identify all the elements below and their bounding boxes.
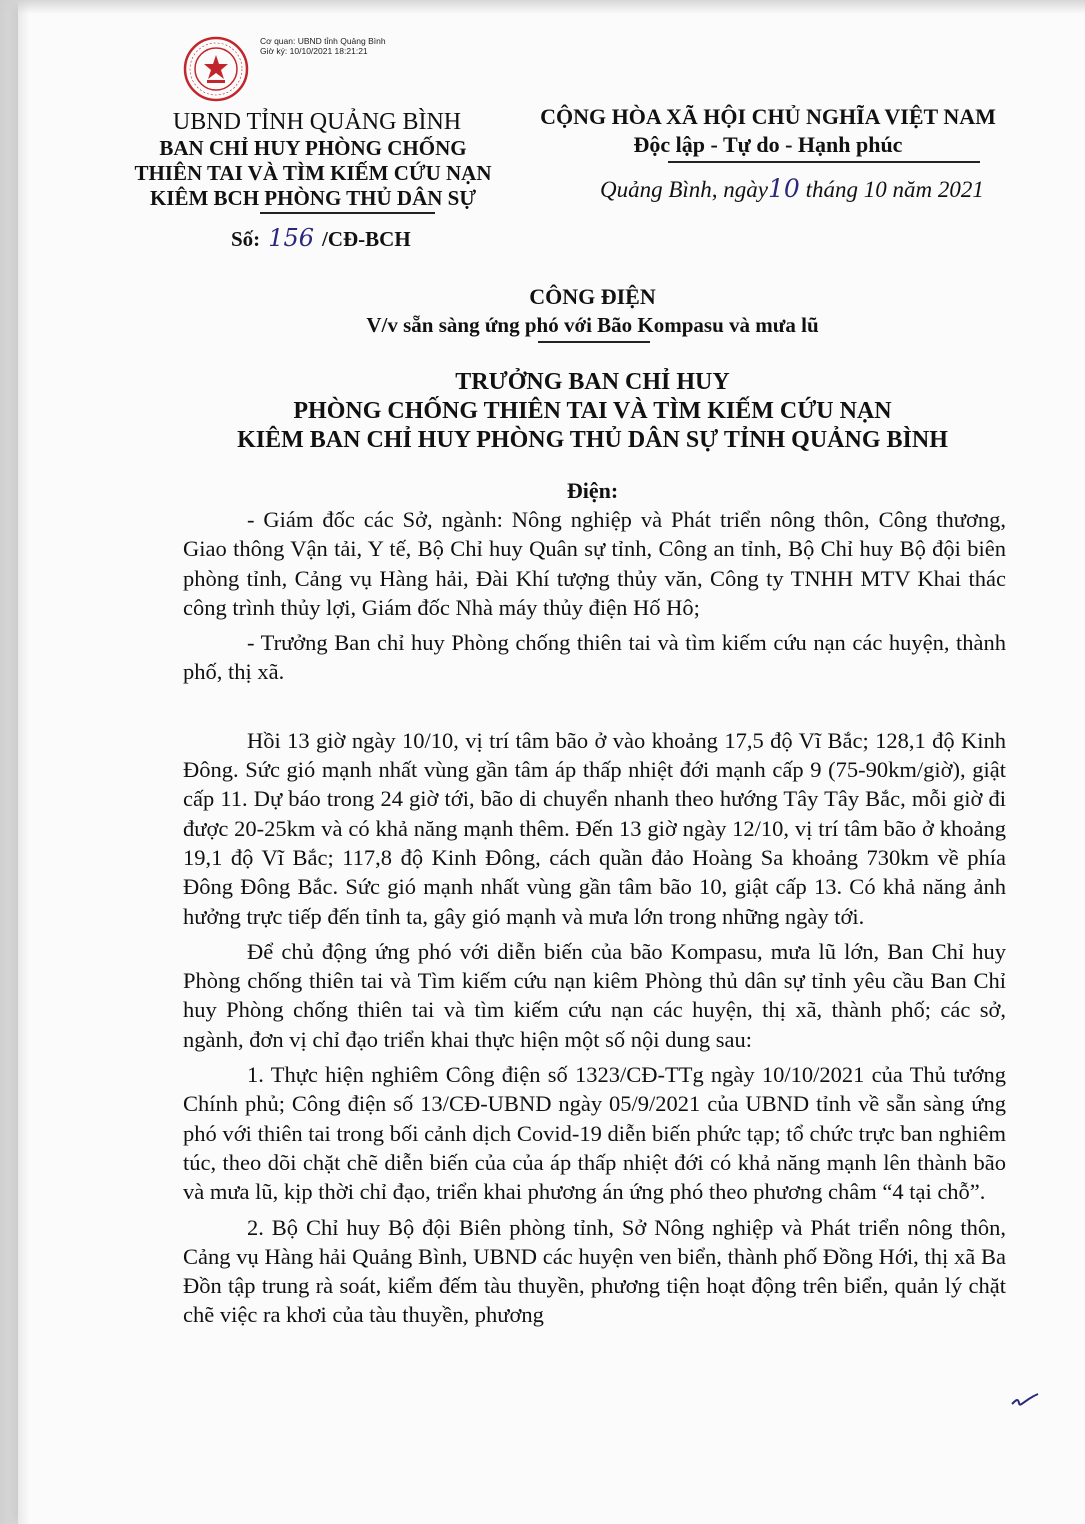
org-name-line-2: THIÊN TAI VÀ TÌM KIẾM CỨU NẠN [134,161,492,185]
recipient-2: - Trưởng Ban chỉ huy Phòng chống thiên tai và tìm kiếm cứu nạn các huyện, thành phố, thị xã. [183,630,1006,685]
sender-line-2: PHÒNG CHỐNG THIÊN TAI VÀ TÌM KIẾM CỨU NẠN [293,398,892,424]
date-prefix: Quảng Bình, ngày [600,177,769,202]
sender-line-1: TRƯỞNG BAN CHỈ HUY [455,369,730,395]
doc-no-handwritten: 156 [268,224,314,252]
directive-item-1: 1. Thực hiện nghiêm Công điện số 1323/CĐ-TTg ngày 10/10/2021 của Thủ tướng Chính phủ; Công điện số 13/CĐ-UBND ngày 05/9/2021 của UBND tỉnh về sẵn sàng ứng phó với thiên tai trong bối cảnh dịch Covid-19 diễn biến phức tạp; tổ chức trực ban nghiêm túc, theo dõi chặt chẽ diễn biến của của áp thấp nhiệt đới có khả năng mạnh lên thành bão và mưa lũ, kịp thời chỉ đạo, triển khai phương án ứng phó theo phương châm “4 tại chỗ”. [183,1062,1006,1205]
initial-mark-icon [1010,1390,1040,1410]
national-motto: Độc lập - Tự do - Hạnh phúc [633,132,903,157]
document-type: CÔNG ĐIỆN [529,284,656,309]
directive-item-2: 2. Bộ Chỉ huy Bộ đội Biên phòng tỉnh, Sở Nông nghiệp và Phát triển nông thôn, Cảng vụ Hàng hải Quảng Bình, UBND các huyện ven biển, thành phố Đồng Hới, thị xã Ba Đồn tập trung rà soát, kiểm đếm tàu thuyền, phương tiện hoạt động trên biển, quản lý chặt chẽ việc ra khơi của tàu thuyền, phương [183,1214,1006,1328]
document-subject: V/v sẵn sàng ứng phó với Bão Kompasu và mưa lũ [366,313,819,337]
doc-no-label: Số: [231,227,261,251]
national-heading [520,103,1085,163]
recipients-label: Điện: [566,478,619,503]
org-divider [260,212,435,214]
signature-agency: Cơ quan: UBND tỉnh Quảng Bình [260,36,386,46]
nation-title: CỘNG HÒA XÃ HỘI CHỦ NGHĨA VIỆT NAM [540,104,996,129]
situation-paragraph: Hồi 13 giờ ngày 10/10, vị trí tâm bão ở vào khoảng 17,5 độ Vĩ Bắc; 128,1 độ Kinh Đông. Sức gió mạnh nhất vùng gần tâm áp thấp nhiệt đới mạnh cấp 9 (75-90km/giờ), giật cấp 11. Dự báo trong 24 giờ tới, bão di chuyển nhanh theo hướng Tây Tây Bắc, mỗi giờ đi được 20-25km và có khả năng mạnh thêm. Đến 13 giờ ngày 12/10, vị trí tâm bão ở khoảng 19,1 độ Vĩ Bắc; 117,8 độ Kinh Đông, cách quần đảo Hoàng Sa khoảng 730km về phía Đông Đông Bắc. Sức gió mạnh nhất vùng gần tâm bão 10, giật cấp 13. Có khả năng ảnh hưởng trực tiếp đến tỉnh ta, gây gió mạnh và mưa lớn trong những ngày tới. [183,727,1006,929]
date-day-handwritten: 10 [768,174,800,203]
scan-shadow-top [0,0,1085,14]
official-seal-icon [183,36,249,102]
signature-time: Giờ ký: 10/10/2021 18:21:21 [260,46,368,56]
request-paragraph: Để chủ động ứng phó với diễn biến của bão Kompasu, mưa lũ lớn, Ban Chỉ huy Phòng chống thiên tai và Tìm kiếm cứu nạn kiêm Phòng thủ dân sự tỉnh yêu cầu Ban Chỉ huy Phòng chống thiên tai và tìm kiếm cứu nạn các huyện, thị xã, thành phố; các sở, ngành, đơn vị chỉ đạo triển khai thực hiện một số nội dung sau: [183,938,1006,1052]
issue-date [600,174,984,203]
motto-divider [668,161,980,163]
sender-line-3: KIÊM BAN CHỈ HUY PHÒNG THỦ DÂN SỰ TỈNH QUẢNG BÌNH [237,427,948,453]
recipient-1: - Giám đốc các Sở, ngành: Nông nghiệp và Phát triển nông thôn, Công thương, Giao thông Vận tải, Y tế, Bộ Chỉ huy Quân sự tỉnh, Công an tỉnh, Bộ Chỉ huy Bộ đội biên phòng tỉnh, Cảng vụ Hàng hải, Đài Khí tượng thủy văn, Công ty TNHH MTV Khai thác công trình thủy lợi, Giám đốc Nhà máy thủy điện Hố Hô; [183,507,1006,620]
org-parent: UBND TỈNH QUẢNG BÌNH [172,109,462,135]
org-name-line-3: KIÊM BCH PHÒNG THỦ DÂN SỰ [149,186,477,210]
digital-signature-info [260,36,386,56]
document-number [231,224,411,252]
doc-no-suffix: /CĐ-BCH [322,227,411,251]
sender-title [0,368,1085,455]
org-name-line-1: BAN CHỈ HUY PHÒNG CHỐNG [159,136,467,160]
document-body [183,505,1006,1330]
subject-divider [538,341,650,343]
scan-shadow-left [0,0,30,1524]
date-suffix: tháng 10 năm 2021 [799,177,984,202]
